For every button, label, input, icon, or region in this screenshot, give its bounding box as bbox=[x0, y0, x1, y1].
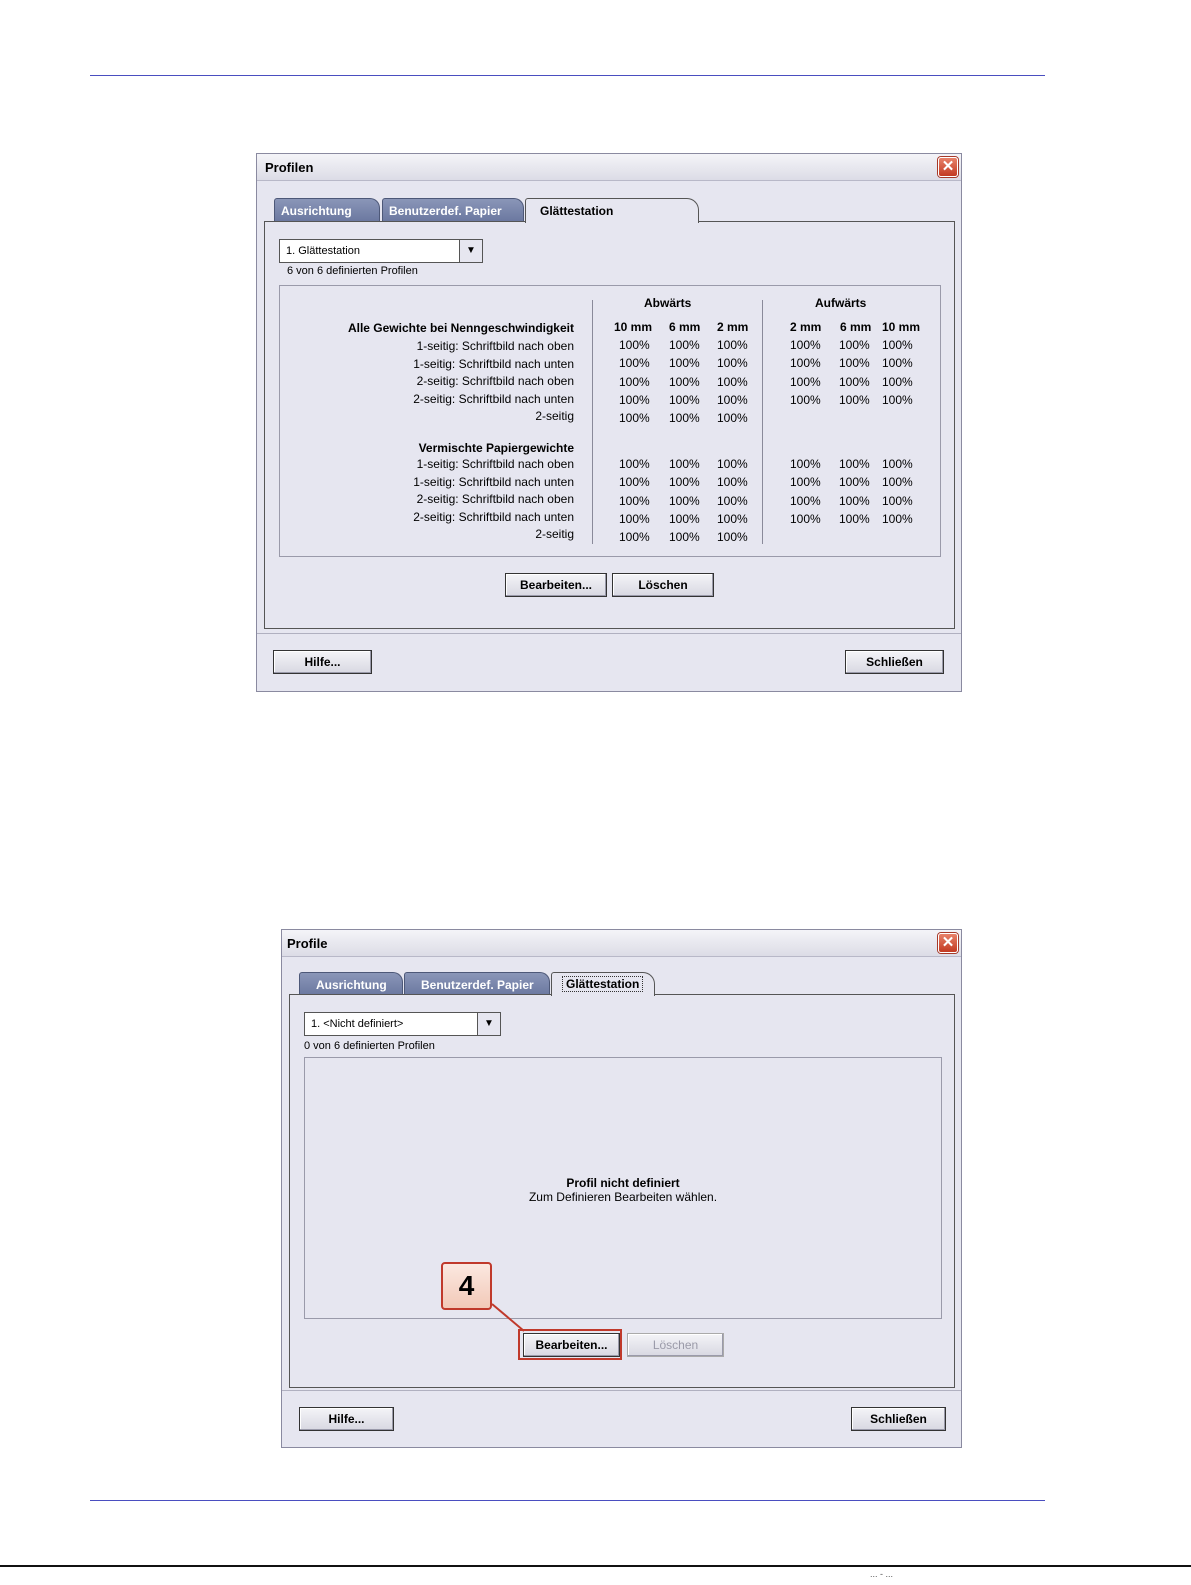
tab-label: Benutzerdef. Papier bbox=[421, 978, 534, 992]
empty-profile-area bbox=[304, 1057, 942, 1319]
empty-title: Profil nicht definiert bbox=[566, 1176, 680, 1190]
value-cell: 100% bbox=[619, 392, 650, 407]
dialog-title: Profile bbox=[287, 936, 328, 951]
value-cell: 100% bbox=[882, 338, 913, 352]
value-cell: 100% bbox=[839, 493, 870, 508]
value-cell: 100% bbox=[717, 411, 748, 426]
value-cell: 100% bbox=[790, 338, 821, 352]
page-top-rule bbox=[90, 75, 1045, 76]
value-cell: 100% bbox=[790, 511, 821, 526]
tab-ausrichtung[interactable] bbox=[274, 198, 380, 222]
value-cell: 100% bbox=[669, 493, 700, 508]
row-label: 2-seitig: Schriftbild nach unten bbox=[413, 391, 574, 406]
row-label: 2-seitig bbox=[535, 527, 574, 541]
step-callout: 4 bbox=[441, 1262, 492, 1310]
value-cell: 100% bbox=[619, 511, 650, 526]
close-button[interactable]: Schließen bbox=[845, 650, 944, 674]
value-cell: 100% bbox=[669, 511, 700, 526]
value-cell: 100% bbox=[669, 530, 700, 545]
section-title: Alle Gewichte bei Nenngeschwindigkeit bbox=[347, 321, 574, 335]
edit-button[interactable]: Bearbeiten... bbox=[523, 1333, 620, 1357]
page-bottom-rule bbox=[90, 1500, 1045, 1501]
value-cell: 100% bbox=[790, 374, 821, 389]
col-header: 2 mm bbox=[790, 320, 822, 334]
row-label: 2-seitig: Schriftbild nach oben bbox=[416, 492, 574, 506]
value-cell: 100% bbox=[717, 530, 748, 545]
value-cell: 100% bbox=[839, 392, 870, 407]
value-cell: 100% bbox=[717, 374, 748, 389]
value-cell: 100% bbox=[882, 457, 913, 471]
close-button[interactable]: Schließen bbox=[851, 1407, 946, 1431]
value-cell: 100% bbox=[839, 457, 870, 471]
col-header: 2 mm bbox=[717, 320, 749, 334]
chevron-down-icon[interactable]: ▼ bbox=[477, 1013, 500, 1035]
value-cell: 100% bbox=[619, 493, 650, 508]
column-divider bbox=[592, 300, 593, 544]
col-header: 6 mm bbox=[669, 320, 701, 334]
value-cell: 100% bbox=[669, 356, 700, 371]
tab-panel bbox=[289, 994, 955, 1388]
value-cell: 100% bbox=[882, 392, 913, 407]
value-cell: 100% bbox=[882, 493, 913, 508]
value-cell: 100% bbox=[882, 374, 913, 389]
tab-label: Glättestation bbox=[540, 204, 614, 218]
tab-benutzerdef-papier[interactable] bbox=[382, 198, 524, 222]
value-cell: 100% bbox=[669, 392, 700, 407]
delete-button[interactable]: Löschen bbox=[612, 573, 714, 597]
row-label: 2-seitig: Schriftbild nach oben bbox=[416, 374, 574, 388]
value-cell: 100% bbox=[619, 475, 650, 490]
value-cell: 100% bbox=[882, 475, 913, 490]
value-cell: 100% bbox=[717, 392, 748, 407]
value-cell: 100% bbox=[669, 457, 700, 471]
close-icon[interactable]: ✕ bbox=[938, 933, 958, 953]
help-button[interactable]: Hilfe... bbox=[299, 1407, 394, 1431]
value-cell: 100% bbox=[839, 475, 870, 490]
empty-hint: Zum Definieren Bearbeiten wählen. bbox=[528, 1190, 718, 1204]
value-cell: 100% bbox=[882, 356, 913, 371]
group-header-up: Aufwärts bbox=[815, 296, 867, 310]
profile-select-value: 1. Glättestation bbox=[286, 245, 360, 257]
value-cell: 100% bbox=[790, 475, 821, 490]
edit-button[interactable]: Bearbeiten... bbox=[505, 573, 607, 597]
footer-separator bbox=[282, 1390, 961, 1391]
value-cell: 100% bbox=[669, 374, 700, 389]
col-header: 10 mm bbox=[614, 320, 653, 334]
title-bar bbox=[257, 154, 961, 181]
value-cell: 100% bbox=[839, 374, 870, 389]
value-cell: 100% bbox=[717, 338, 748, 352]
title-bar bbox=[282, 930, 961, 957]
value-cell: 100% bbox=[790, 493, 821, 508]
tab-label: Benutzerdef. Papier bbox=[389, 204, 502, 218]
tab-label: Glättestation bbox=[562, 976, 643, 992]
tab-glaettestation[interactable] bbox=[525, 198, 699, 223]
tab-panel bbox=[264, 221, 955, 629]
page-footer-line bbox=[0, 1565, 1191, 1567]
column-divider bbox=[762, 300, 763, 544]
profile-select[interactable] bbox=[304, 1012, 501, 1036]
close-icon[interactable]: ✕ bbox=[938, 157, 958, 177]
value-cell: 100% bbox=[882, 511, 913, 526]
value-cell: 100% bbox=[790, 392, 821, 407]
col-header: 10 mm bbox=[882, 320, 921, 334]
help-button[interactable]: Hilfe... bbox=[273, 650, 372, 674]
tab-label: Ausrichtung bbox=[316, 978, 387, 992]
value-cell: 100% bbox=[717, 457, 748, 471]
value-cell: 100% bbox=[619, 374, 650, 389]
row-label: 1-seitig: Schriftbild nach oben bbox=[416, 457, 574, 471]
value-cell: 100% bbox=[839, 511, 870, 526]
edit-button-highlight bbox=[518, 1329, 622, 1360]
value-cell: 100% bbox=[839, 338, 870, 352]
value-cell: 100% bbox=[717, 511, 748, 526]
profile-count: 0 von 6 definierten Profilen bbox=[304, 1040, 435, 1052]
tab-benutzerdef-papier[interactable] bbox=[404, 972, 550, 996]
profiles-dialog-undefined bbox=[281, 929, 962, 1448]
value-cell: 100% bbox=[669, 411, 700, 426]
footer-text: ... - ... bbox=[870, 1569, 894, 1579]
value-cell: 100% bbox=[839, 356, 870, 371]
value-cell: 100% bbox=[619, 530, 650, 545]
profile-count: 6 von 6 definierten Profilen bbox=[287, 265, 418, 277]
delete-button[interactable]: Löschen bbox=[627, 1333, 724, 1357]
chevron-down-icon[interactable]: ▼ bbox=[459, 240, 482, 262]
dialog-title: Profilen bbox=[265, 160, 314, 175]
value-cell: 100% bbox=[717, 493, 748, 508]
tab-glaettestation[interactable] bbox=[551, 972, 655, 996]
value-cell: 100% bbox=[619, 338, 650, 352]
tab-ausrichtung[interactable] bbox=[299, 972, 403, 996]
profile-select-value: 1. <Nicht definiert> bbox=[311, 1018, 404, 1030]
value-cell: 100% bbox=[619, 356, 650, 371]
footer-separator bbox=[257, 633, 961, 634]
group-header-down: Abwärts bbox=[644, 296, 692, 310]
value-cell: 100% bbox=[717, 475, 748, 490]
value-cell: 100% bbox=[790, 356, 821, 371]
profile-table bbox=[279, 285, 941, 557]
value-cell: 100% bbox=[669, 475, 700, 490]
profile-select[interactable] bbox=[279, 239, 483, 263]
value-cell: 100% bbox=[717, 356, 748, 371]
value-cell: 100% bbox=[669, 338, 700, 352]
row-label: 1-seitig: Schriftbild nach oben bbox=[416, 339, 574, 353]
row-label: 2-seitig bbox=[535, 409, 574, 423]
value-cell: 100% bbox=[619, 457, 650, 471]
row-label: 1-seitig: Schriftbild nach unten bbox=[413, 474, 574, 489]
value-cell: 100% bbox=[790, 457, 821, 471]
col-header: 6 mm bbox=[840, 320, 872, 334]
profiles-dialog-defined bbox=[256, 153, 962, 692]
row-label: 1-seitig: Schriftbild nach unten bbox=[413, 356, 574, 371]
section-title: Vermischte Papiergewichte bbox=[418, 441, 574, 455]
row-label: 2-seitig: Schriftbild nach unten bbox=[413, 509, 574, 524]
tab-label: Ausrichtung bbox=[281, 204, 352, 218]
value-cell: 100% bbox=[619, 411, 650, 426]
